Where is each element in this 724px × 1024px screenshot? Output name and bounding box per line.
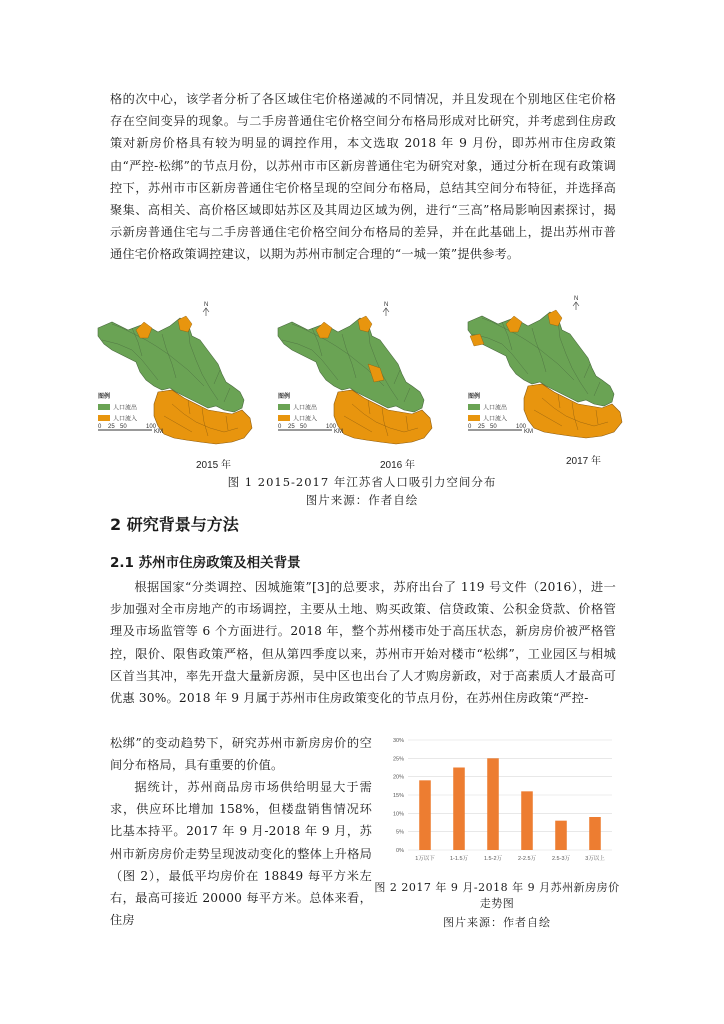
scale-label-3c: 50: [490, 424, 497, 430]
y-tick-label: 0%: [396, 848, 404, 854]
map-legend-2: [278, 392, 343, 435]
legend-inflow-2: 人口流入: [293, 416, 318, 423]
intro-paragraph: 格的次中心，该学者分析了各区域住宅价格递减的不同情况，并且发现在个别地区住宅价格存在空间变异的现象。与二手房普通住宅价格空间分布格局形成对比研究，并考虑到住房政策对新房价格具有较为明显的调控作用，本文选取 2018 年 9 月份，即苏州市住房政策由“严控-松绑”的节点月份，以苏州市市区新房普通住宅为研究对象，通过分析在现有政策调控下，苏州市市区新房普通住宅价格呈现的空间分布格局，总结其空间分布特征，并选择高聚集、高相关、高价格区域即姑苏区及其周边区域为例，进行“三高”格局影响因素探讨，揭示新房普通住宅与二手房普通住宅价格空间分布格局的差异，并在此基础上，提出苏州市普通住宅价格政策调控建议，以期为苏州市制定合理的“一城一策”提供参考。: [110, 92, 616, 262]
legend-title-1: 图例: [98, 394, 111, 400]
scale-label-3a: 0: [468, 424, 472, 430]
scale-label-1a: 0: [98, 424, 102, 430]
legend-outflow-2: 人口流出: [293, 405, 318, 412]
year-label-2016: 2016 年: [380, 460, 416, 471]
scale-label-1c: 50: [120, 424, 127, 430]
x-tick-label: 1万以下: [415, 856, 435, 862]
y-tick-label: 20%: [392, 774, 404, 781]
bar-3: [521, 791, 533, 850]
x-tick-label: 1.5-2万: [483, 856, 503, 862]
x-tick-label: 2-2.5万: [517, 856, 537, 862]
y-tick-label: 15%: [392, 793, 404, 799]
scale-label-2d: 100: [326, 424, 337, 430]
scale-label-2a: 0: [278, 424, 282, 430]
year-label-2017: 2017 年: [566, 456, 602, 467]
north-arrow-2: N: [384, 302, 389, 308]
north-arrow-1: N: [204, 302, 209, 308]
y-tick-label: 10%: [392, 811, 404, 818]
scale-unit-3: KM: [524, 429, 533, 435]
figure2-caption: 图 2 2017 年 9 月-2018 年 9 月苏州新房房价走势图: [374, 881, 620, 910]
bar-4: [555, 821, 567, 850]
scale-label-3d: 100: [516, 424, 527, 430]
year-label-2015: 2015 年: [196, 460, 232, 471]
figure1-caption: 图 1 2015-2017 年江苏省人口吸引力空间分布: [227, 475, 497, 489]
figure2-source: 图片来源：作者自绘: [443, 916, 551, 929]
scale-label-2c: 50: [300, 424, 307, 430]
bar-0: [419, 780, 431, 850]
x-tick-label: 3万以上: [585, 856, 605, 862]
scale-label-1d: 100: [146, 424, 157, 430]
section-2-1-heading: 2.1 苏州市住房政策及相关背景: [110, 555, 301, 571]
legend-inflow-1: 人口流入: [113, 416, 138, 423]
jiangsu-maps-svg: [92, 290, 632, 466]
y-tick-label: 25%: [392, 756, 404, 763]
legend-title-3: 图例: [468, 394, 481, 400]
scale-label-1b: 25: [108, 424, 115, 430]
policy-paragraph: 根据国家“分类调控、因城施策”[3]的总要求，苏府出台了 119 号文件（2016），进一步加强对全市房地产的市场调控，主要从土地、购买政策、信贷政策、公积金贷款、价格管理及市场监管等 6 个方面进行。2018 年，整个苏州楼市处于高压状态，新房房价被严格管控，限价、限售政策严格，但从第四季度以来，苏州市开始对楼市“松绑”，工业园区与相城区首当其冲，率先开盘大量新房源，吴中区也出台了人才购房新政，对于高素质人才最高可优惠 30%。2018 年 9 月属于苏州市住房政策变化的节点月份，在苏州住房政策“严控-: [110, 580, 616, 706]
x-tick-label: 2.5-3万: [551, 856, 571, 862]
legend-title-2: 图例: [278, 394, 291, 400]
bar-1: [453, 768, 465, 851]
bar-chart-svg: [378, 732, 618, 872]
figure1-maps: [92, 290, 632, 471]
legend-inflow-3: 人口流入: [483, 416, 508, 423]
scale-label-2b: 25: [288, 424, 295, 430]
bar-2: [487, 758, 499, 850]
y-tick-label: 5%: [396, 829, 404, 836]
bar-5: [589, 817, 601, 850]
scale-unit-1: KM: [154, 429, 163, 435]
map-legend-1: [98, 392, 163, 435]
figure2-chart: [378, 732, 618, 872]
figure1-source: 图片来源：作者自绘: [305, 493, 419, 507]
section-2-heading: 2 研究背景与方法: [110, 515, 239, 534]
policy-paragraph-continued: 松绑”的变动趋势下，研究苏州市新房房价的空间分布格局，具有重要的价值。: [110, 736, 372, 773]
map-legend-3: [468, 392, 533, 435]
scale-label-3b: 25: [478, 424, 485, 430]
north-arrow-3: N: [574, 296, 579, 302]
y-tick-label: 30%: [392, 738, 404, 744]
x-tick-label: 1-1.5万: [449, 856, 469, 862]
scale-unit-2: KM: [334, 429, 343, 435]
stats-paragraph: 据统计，苏州商品房市场供给明显大于需求，供应环比增加 158%，但楼盘销售情况环比基本持平。2017 年 9 月-2018 年 9 月，苏州市新房房价走势呈现波动变化的整体上升格局（图 2），最低平均房价在 18849 每平方米左右，最高可接近 20000 每平方米。总体来看，住房: [110, 780, 372, 928]
legend-outflow-1: 人口流出: [113, 405, 138, 412]
legend-outflow-3: 人口流出: [483, 405, 508, 412]
